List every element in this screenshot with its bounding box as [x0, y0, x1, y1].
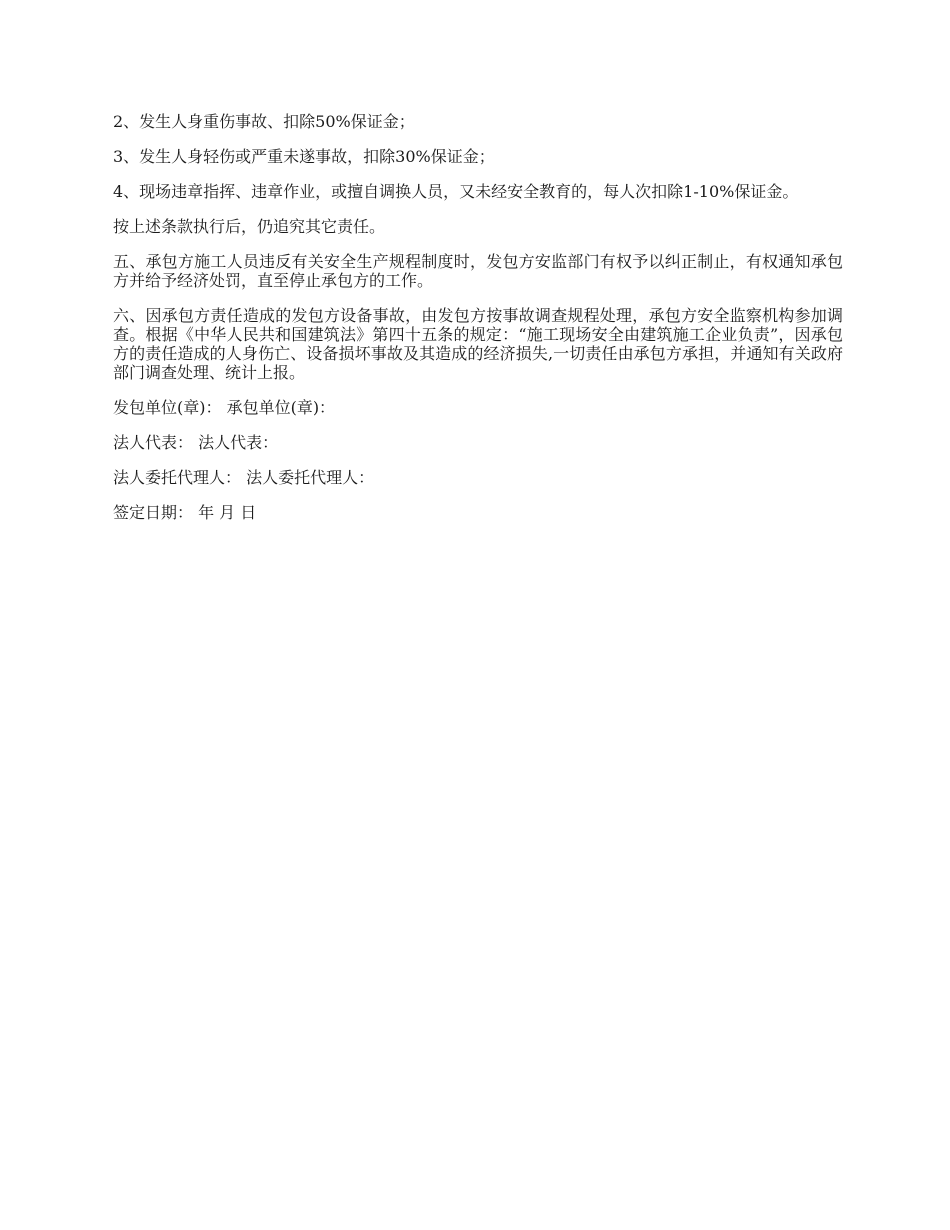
clause-five: 五、承包方施工人员违反有关安全生产规程制度时，发包方安监部门有权予以纠正制止，有权通知承包方并给予经济处罚，直至停止承包方的工作。 [113, 252, 843, 290]
clause-minor-injury: 3、发生人身轻伤或严重未遂事故，扣除30%保证金； [113, 147, 495, 166]
signature-legal-rep-line: 法人代表： 法人代表： [113, 433, 279, 452]
clause-serious-injury: 2、发生人身重伤事故、扣除50%保证金； [113, 112, 415, 131]
clause-violation: 4、现场违章指挥、违章作业，或擅自调换人员，又未经安全教育的，每人次扣除1-10%保证金。 [113, 182, 799, 201]
signature-unit-line: 发包单位(章)： 承包单位(章)： [113, 398, 336, 417]
signature-agent-line: 法人委托代理人： 法人委托代理人： [113, 468, 375, 487]
clause-six: 六、因承包方责任造成的发包方设备事故，由发包方按事故调查规程处理，承包方安全监察机构参加调查。根据《中华人民共和国建筑法》第四十五条的规定：“施工现场安全由建筑施工企业负责”，因承包方的责任造成的人身伤亡、设备损坏事故及其造成的经济损失,一切责任由承包方承担，并通知有关政府部门调查处理、统计上报。 [113, 306, 843, 382]
signature-date-line: 签定日期： 年 月 日 [113, 503, 257, 522]
clause-further-liability: 按上述条款执行后，仍追究其它责任。 [113, 217, 386, 236]
document-page [113, 112, 843, 538]
